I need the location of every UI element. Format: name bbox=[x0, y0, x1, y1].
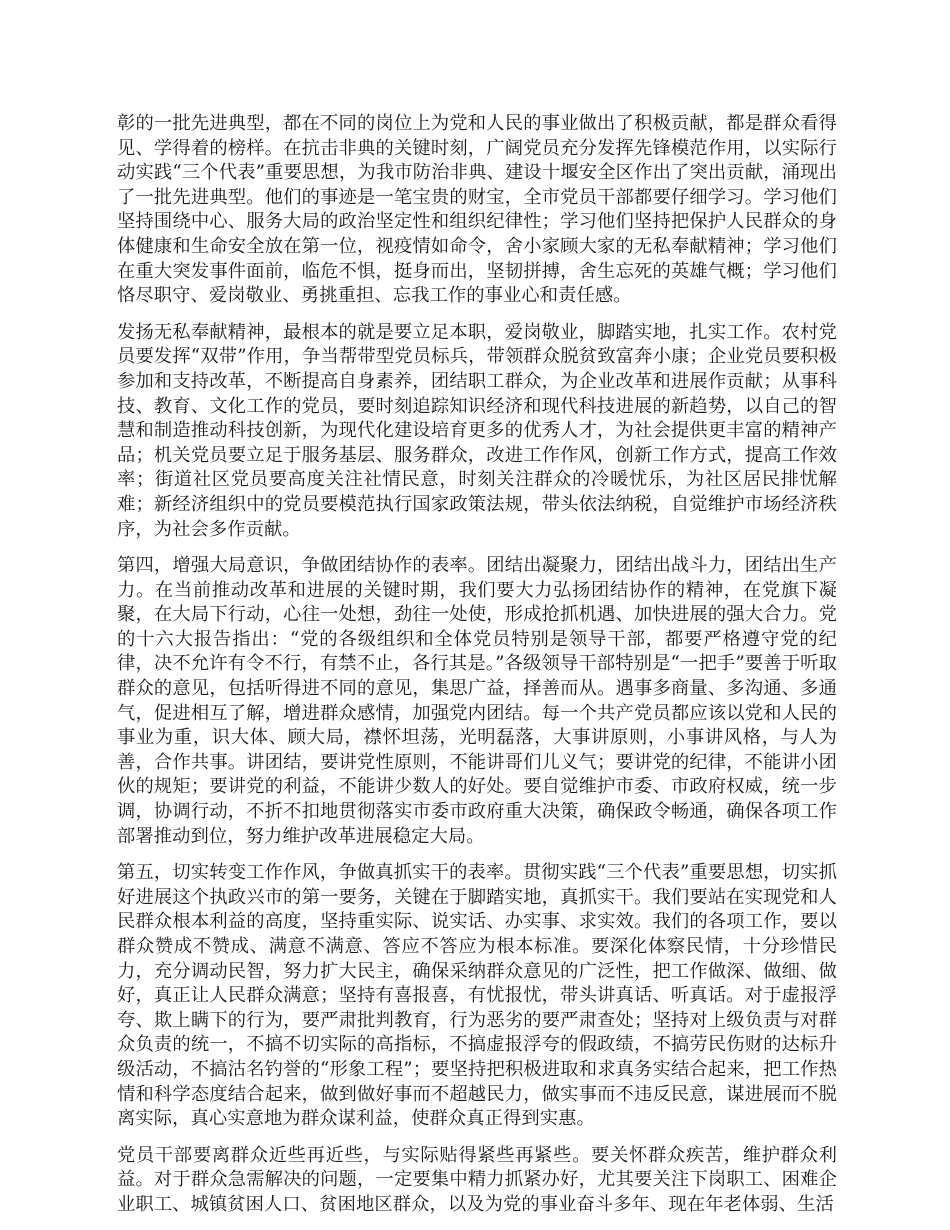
document-body bbox=[117, 112, 837, 1230]
paragraph-4: 第五，切实转变工作作风，争做真抓实干的表率。贯彻实践“三个代表”重要思想，切实抓好进展这个执政兴市的第一要务，关键在于脚踏实地，真抓实干。我们要站在实现党和人民群众根本利益的高度，坚持重实际、说实话、办实事、求实效。我们的各项工作，要以群众赞成不赞成、满意不满意、答应不答应为根本标准。要深化体察民情，十分珍惜民力，充分调动民智，努力扩大民主，确保采纳群众意见的广泛性，把工作做深、做细、做好，真正让人民群众满意；坚持有喜报喜，有忧报忧，带头讲真话、听真话。对于虚报浮夸、欺上瞒下的行为，要严肃批判教育，行为恶劣的要严肃查处；坚持对上级负责与对群众负责的统一，不搞不切实际的高指标，不搞虚报浮夸的假政绩，不搞劳民伤财的达标升级活动，不搞沽名钓誉的“形象工程”；要坚持把积极进取和求真务实结合起来，把工作热情和科学态度结合起来，做到做好事而不超越民力，做实事而不违反民意，谋进展而不脱离实际，真心实意地为群众谋利益，使群众真正得到实惠。 bbox=[117, 862, 837, 1130]
paragraph-2: 发扬无私奉献精神，最根本的就是要立足本职，爱岗敬业，脚踏实地，扎实工作。农村党员要发挥“双带”作用，争当帮带型党员标兵，带领群众脱贫致富奔小康；企业党员要积极参加和支持改革，不断提高自身素养，团结职工群众，为企业改革和进展作贡献；从事科技、教育、文化工作的党员，要时刻追踪知识经济和现代科技进展的新趋势，以自己的智慧和制造推动科技创新，为现代化建设培育更多的优秀人才，为社会提供更丰富的精神产品；机关党员要立足于服务基层、服务群众，改进工作作风，创新工作方式，提高工作效率；街道社区党员要高度关注社情民意，时刻关注群众的冷暖忧乐，为社区居民排忧解难；新经济组织中的党员要模范执行国家政策法规，带头依法纳税，自觉维护市场经济秩序，为社会多作贡献。 bbox=[117, 321, 837, 540]
paragraph-5: 党员干部要离群众近些再近些，与实际贴得紧些再紧些。要关怀群众疾苦，维护群众利益。对于群众急需解决的问题，一定要集中精力抓紧办好，尤其要关注下岗职工、困难企业职工、城镇贫困人口、贫困地区群众，以及为党的事业奋斗多年、现在年老体弱、生活 bbox=[117, 1144, 837, 1215]
paragraph-3: 第四，增强大局意识，争做团结协作的表率。团结出凝聚力，团结出战斗力，团结出生产力。在当前推动改革和进展的关键时期，我们要大力弘扬团结协作的精神，在党旗下凝聚，在大局下行动，心往一处想，劲往一处使，形成抢抓机遇、加快进展的强大合力。党的十六大报告指出：“党的各级组织和全体党员特别是领导干部，都要严格遵守党的纪律，决不允许有令不行，有禁不止，各行其是。”各级领导干部特别是“一把手”要善于听取群众的意见，包括听得进不同的意见，集思广益，择善而从。遇事多商量、多沟通、多通气，促进相互了解，增进群众感情，加强党内团结。每一个共产党员都应该以党和人民的事业为重，识大体、顾大局，襟怀坦荡，光明磊落，大事讲原则，小事讲风格，与人为善，合作共事。讲团结，要讲党性原则，不能讲哥们儿义气；要讲党的纪律，不能讲小团伙的规矩；要讲党的利益，不能讲少数人的好处。要自觉维护市委、市政府权威，统一步调，协调行动，不折不扣地贯彻落实市委市政府重大决策，确保政令畅通，确保各项工作部署推动到位，努力维护改革进展稳定大局。 bbox=[117, 555, 837, 847]
paragraph-1: 彰的一批先进典型，都在不同的岗位上为党和人民的事业做出了积极贡献，都是群众看得见、学得着的榜样。在抗击非典的关键时刻，广阔党员充分发挥先锋模范作用，以实际行动实践“三个代表”重要思想，为我市防治非典、建设十堰安全区作出了突出贡献，涌现出了一批先进典型。他们的事迹是一笔宝贵的财宝，全市党员干部都要仔细学习。学习他们坚持围绕中心、服务大局的政治坚定性和组织纪律性；学习他们坚持把保护人民群众的身体健康和生命安全放在第一位，视疫情如命令，舍小家顾大家的无私奉献精神；学习他们在重大突发事件面前，临危不惧，挺身而出，坚韧拼搏，舍生忘死的英雄气概；学习他们恪尽职守、爱岗敬业、勇挑重担、忘我工作的事业心和责任感。 bbox=[117, 113, 837, 307]
